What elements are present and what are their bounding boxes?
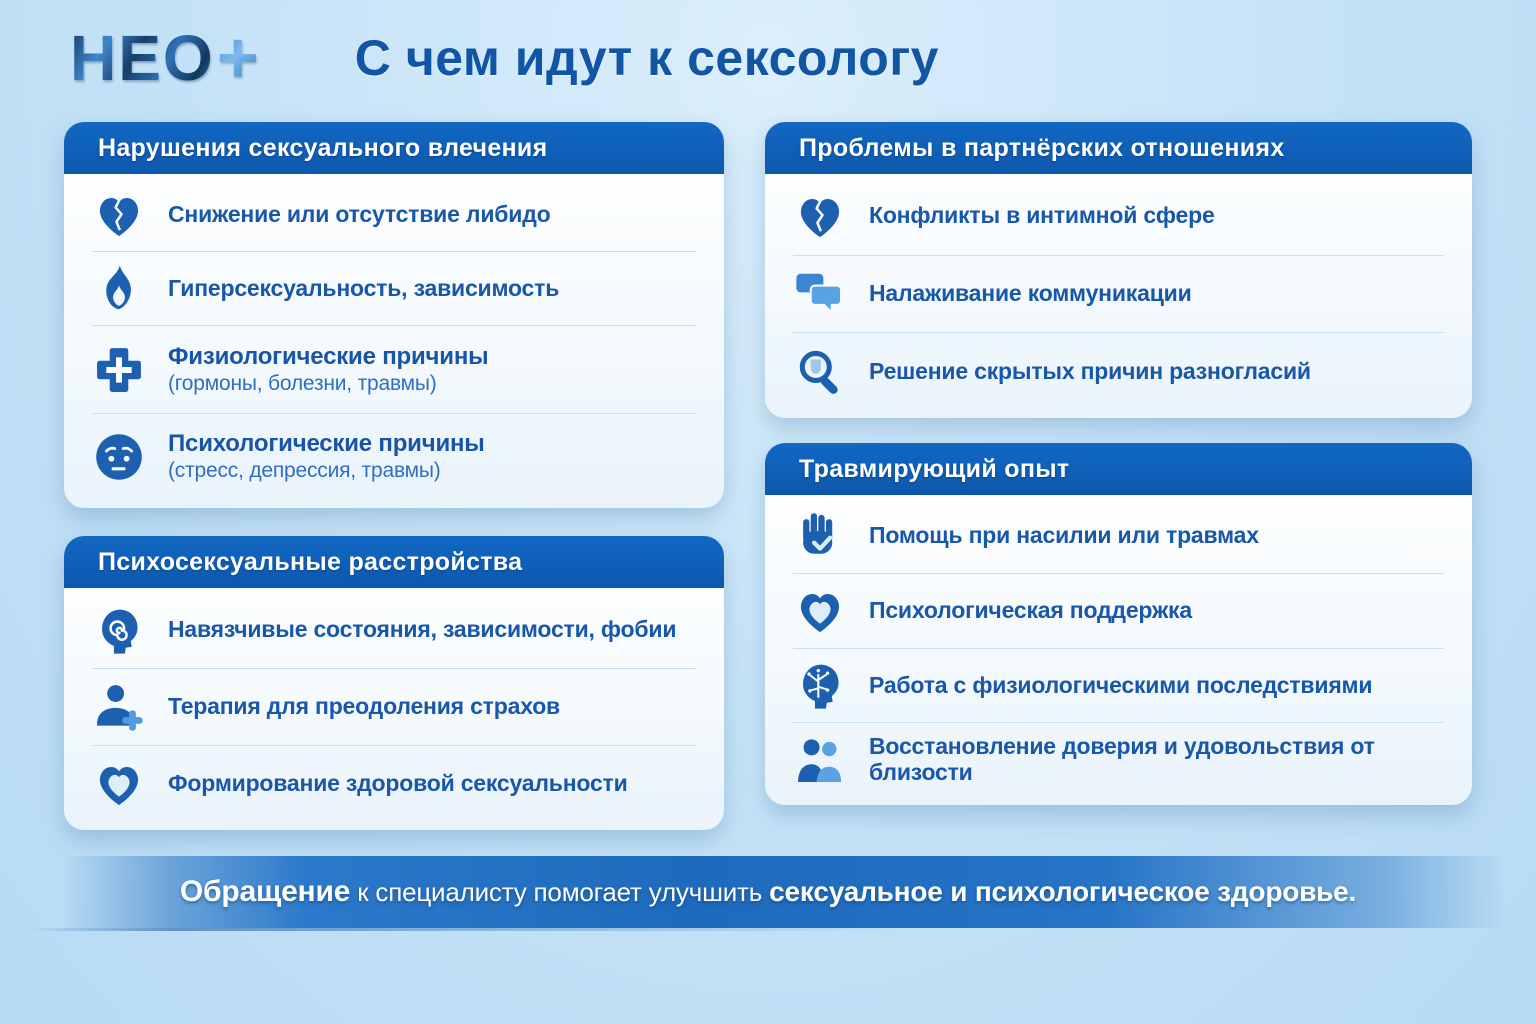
- card-traumatic-experience: [765, 443, 1472, 805]
- item-label: Конфликты в интимной сфере: [869, 202, 1215, 229]
- item-subtitle: (гормоны, болезни, травмы): [168, 371, 437, 395]
- footer-text-regular: к специалисту помогает улучшить: [350, 877, 770, 907]
- list-item: [92, 414, 696, 500]
- card-psychosexual-disorders: [64, 536, 724, 830]
- card-header: Нарушения сексуального влечения: [64, 122, 724, 174]
- page-header: [70, 18, 1466, 98]
- stop-hand-icon: [793, 509, 847, 563]
- worried-face-icon: [92, 430, 146, 484]
- broken-heart-icon: [793, 189, 847, 243]
- card-header: Проблемы в партнёрских отношениях: [765, 122, 1472, 174]
- card-partner-relationship-problems: [765, 122, 1472, 418]
- heart-in-heart-icon: [793, 584, 847, 638]
- magnifier-face-icon: [793, 345, 847, 399]
- item-label: Восстановление доверия и удовольствия от близости: [869, 733, 1375, 786]
- item-label: Помощь при насилии или травмах: [869, 522, 1259, 548]
- couple-icon: [793, 733, 847, 787]
- list-item: [793, 333, 1444, 410]
- list-item: [92, 252, 696, 326]
- item-label: Гиперсексуальность, зависимость: [168, 274, 560, 301]
- list-item: [793, 723, 1444, 797]
- item-label: Решение скрытых причин разногласий: [869, 357, 1311, 384]
- list-item: [793, 649, 1444, 724]
- item-label: Работа с физиологическими последствиями: [869, 671, 1373, 698]
- item-subtitle: (стресс, депрессия, травмы): [168, 459, 441, 483]
- item-label: Терапия для преодоления страхов: [168, 693, 560, 720]
- item-label: Налаживание коммуникации: [869, 280, 1192, 307]
- item-label: Формирование здоровой сексуальности: [168, 770, 628, 797]
- card-header: Психосексуальные расстройства: [64, 536, 724, 588]
- heart-in-heart-icon: [92, 757, 146, 811]
- list-item: [793, 256, 1444, 334]
- item-title: Психологические причины: [168, 430, 485, 458]
- item-label-group: [168, 343, 488, 396]
- list-item: [793, 499, 1444, 574]
- flame-icon: [92, 262, 146, 316]
- card-sexual-desire-disorders: [64, 122, 724, 508]
- list-item: [92, 669, 696, 746]
- item-label-group: [168, 430, 485, 483]
- footer-text-bold-tail: сексуальное и психологическое здоровье.: [769, 876, 1357, 907]
- logo-plus-icon: +: [216, 17, 259, 98]
- card-body: [64, 588, 724, 830]
- list-item: [793, 178, 1444, 256]
- footer-text: [180, 875, 1356, 909]
- item-label: Снижение или отсутствие либидо: [168, 200, 551, 227]
- broken-heart-icon: [92, 188, 146, 242]
- logo-text: НЕО: [70, 21, 215, 94]
- chat-bubbles-icon: [793, 267, 847, 321]
- neo-plus-logo: [70, 17, 259, 98]
- item-label: Психологическая поддержка: [869, 596, 1192, 623]
- item-label: Навязчивые состояния, зависимости, фобии: [168, 616, 677, 643]
- footer-banner: [0, 856, 1536, 928]
- card-body: [765, 495, 1472, 805]
- head-tree-icon: [793, 658, 847, 712]
- card-body: [765, 174, 1472, 418]
- list-item: [793, 574, 1444, 649]
- list-item: [92, 326, 696, 413]
- list-item: [92, 178, 696, 252]
- list-item: [92, 592, 696, 669]
- medical-cross-icon: [92, 343, 146, 397]
- footer-text-bold-lead: Обращение: [179, 875, 351, 908]
- person-plus-icon: [92, 680, 146, 734]
- card-header: Травмирующий опыт: [765, 443, 1472, 495]
- card-body: [64, 174, 724, 508]
- head-spiral-icon: [92, 603, 146, 657]
- item-title: Физиологические причины: [168, 343, 489, 371]
- page-title: С чем идут к сексологу: [354, 30, 939, 86]
- list-item: [92, 746, 696, 822]
